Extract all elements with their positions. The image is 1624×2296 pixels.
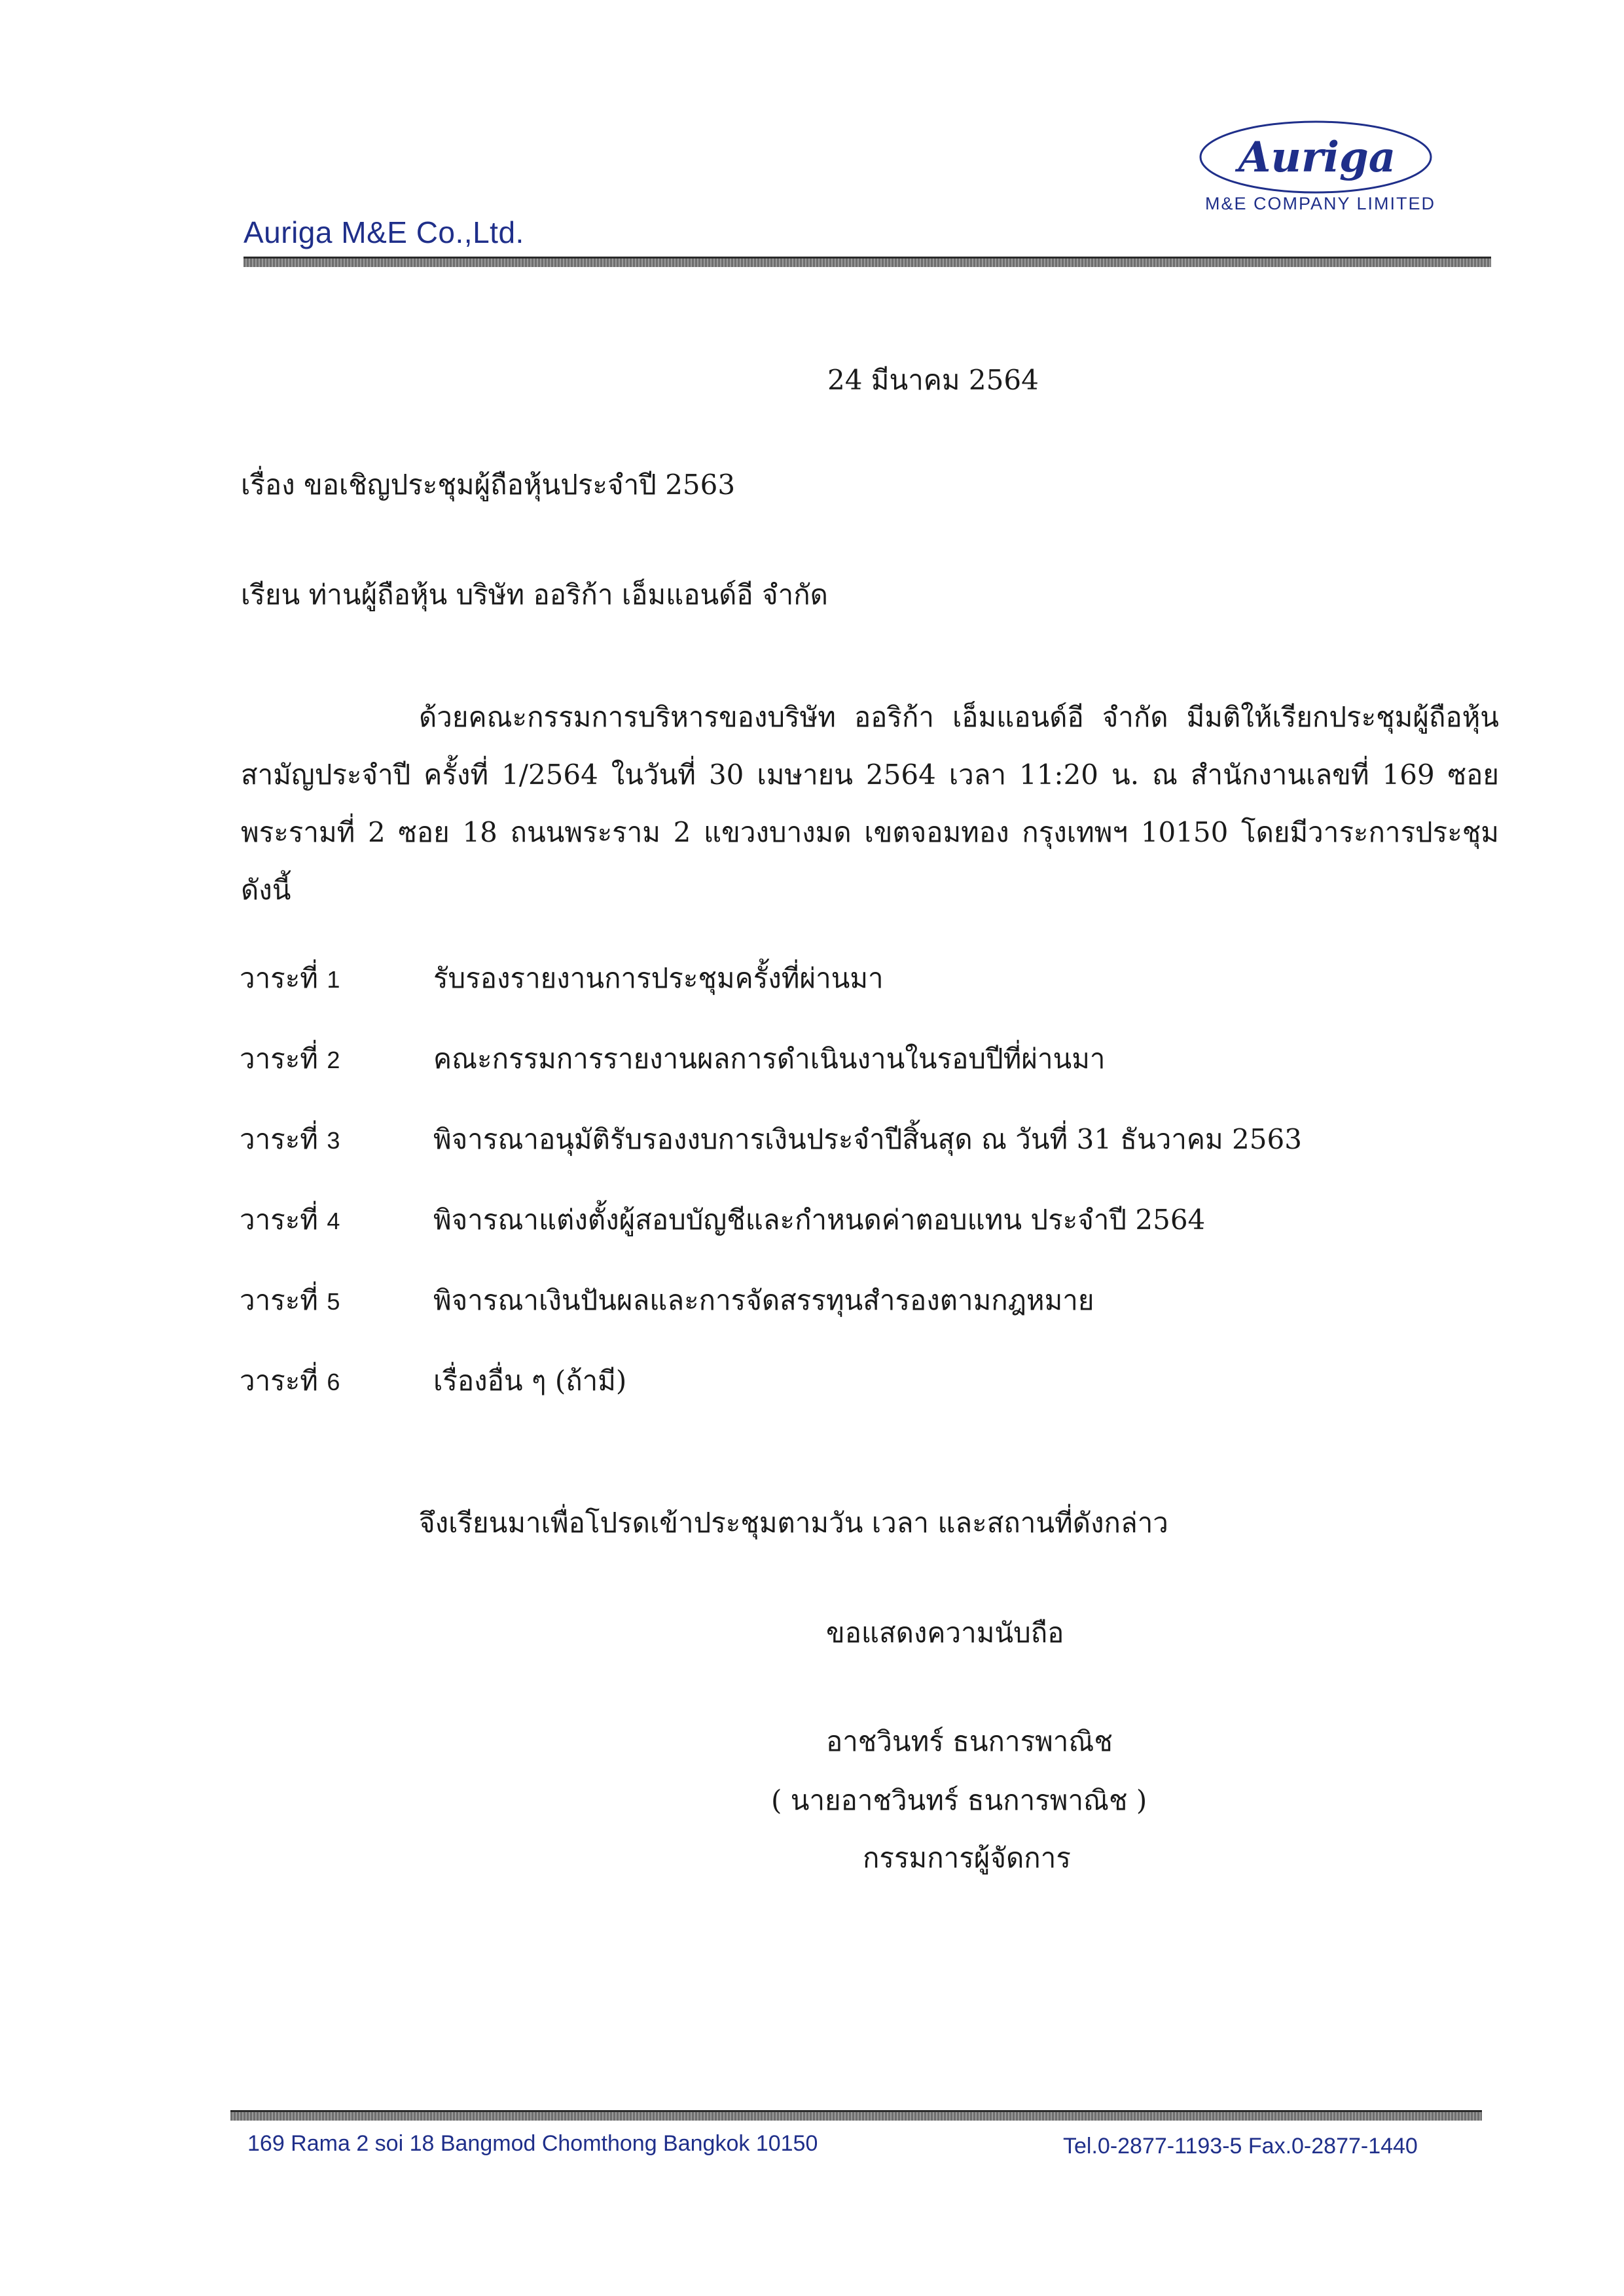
- agenda-item: [240, 1279, 1418, 1359]
- letter-intro-paragraph: ด้วยคณะกรรมการบริหารของบริษัท ออริก้า เอ็มแอนด์อี จำกัด มีมติให้เรียกประชุมผู้ถือหุ้นสามัญประจำปี ครั้งที่ 1/2564 ในวันที่ 30 เมษายน 2564 เวลา 11:20 น. ณ สำนักงานเลขที่ 169 ซอยพระรามที่ 2 ซอย 18 ถนนพระราม 2 แขวงบางมด เขตจอมทอง กรุงเทพฯ 10150 โดยมีวาระการประชุมดังนี้: [241, 701, 1499, 906]
- footer-divider: [230, 2111, 1482, 2121]
- letter-closing: จึงเรียนมาเพื่อโปรดเข้าประชุมตามวัน เวลา และสถานที่ดังกล่าว: [419, 1507, 1168, 1539]
- agenda-item: [240, 1359, 1418, 1440]
- footer-address: 169 Rama 2 soi 18 Bangmod Chomthong Bangkok 10150: [247, 2131, 818, 2156]
- agenda-text: เรื่องอื่น ๆ (ถ้ามี): [433, 1365, 627, 1397]
- agenda-label: วาระที่ 5: [240, 1284, 340, 1316]
- signature-name: อาชวินทร์ ธนการพาณิช: [826, 1725, 1113, 1757]
- agenda-list: [240, 957, 1418, 1440]
- footer-divider-line: [230, 2110, 1482, 2112]
- agenda-label: วาระที่ 2: [240, 1043, 340, 1075]
- company-name-header: Auriga M&E Co.,Ltd.: [244, 215, 524, 249]
- logo-subtitle: M&E COMPANY LIMITED: [1204, 194, 1436, 213]
- agenda-item: [240, 1198, 1418, 1279]
- letter-regards: ขอแสดงความนับถือ: [826, 1617, 1064, 1649]
- agenda-label: วาระที่ 4: [240, 1204, 340, 1236]
- agenda-item: [240, 1037, 1418, 1118]
- logo-text: Auriga: [1238, 133, 1396, 182]
- agenda-text: พิจารณาเงินปันผลและการจัดสรรทุนสำรองตามกฎหมาย: [433, 1284, 1094, 1316]
- header-divider-line: [244, 257, 1491, 259]
- footer-contact: Tel.0-2877-1193-5 Fax.0-2877-1440: [1063, 2134, 1418, 2159]
- agenda-label: วาระที่ 6: [240, 1365, 340, 1397]
- agenda-item: [240, 957, 1418, 1037]
- agenda-item: [240, 1118, 1418, 1198]
- letter-date: 24 มีนาคม 2564: [827, 364, 1039, 396]
- letter-salutation: เรียน ท่านผู้ถือหุ้น บริษัท ออริก้า เอ็มแอนด์อี จำกัด: [241, 579, 828, 611]
- agenda-text: คณะกรรมการรายงานผลการดำเนินงานในรอบปีที่ผ่านมา: [433, 1043, 1106, 1075]
- signature-title: กรรมการผู้จัดการ: [863, 1842, 1071, 1874]
- agenda-text: พิจารณาอนุมัติรับรองงบการเงินประจำปีสิ้นสุด ณ วันที่ 31 ธันวาคม 2563: [433, 1123, 1302, 1155]
- agenda-label: วาระที่ 3: [240, 1123, 340, 1155]
- signature-full-name: ( นายอาชวินทร์ ธนการพาณิช ): [771, 1784, 1147, 1816]
- letter-subject: เรื่อง ขอเชิญประชุมผู้ถือหุ้นประจำปี 2563: [241, 469, 736, 501]
- agenda-text: รับรองรายงานการประชุมครั้งที่ผ่านมา: [433, 962, 884, 994]
- header-divider: [244, 258, 1491, 267]
- agenda-label: วาระที่ 1: [240, 962, 340, 994]
- agenda-text: พิจารณาแต่งตั้งผู้สอบบัญชีและกำหนดค่าตอบแทน ประจำปี 2564: [433, 1204, 1206, 1236]
